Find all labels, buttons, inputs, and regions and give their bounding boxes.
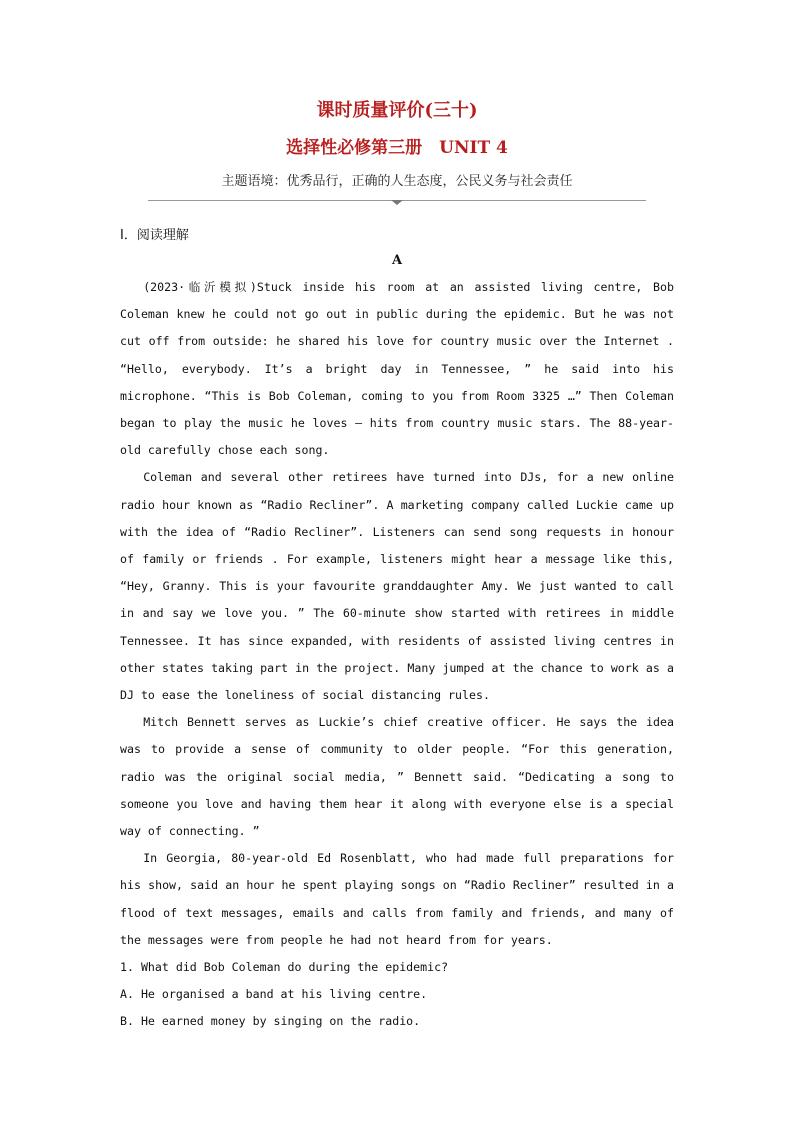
divider-triangle-icon — [391, 200, 403, 205]
answer-option-b: B. He earned money by singing on the radio. — [120, 1014, 421, 1029]
page-title: 课时质量评价(三十) — [316, 100, 478, 121]
question-stem: 1. What did Bob Coleman do during the epidemic? — [120, 960, 449, 975]
passage-paragraph: Mitch Bennett serves as Luckie’s chief creative officer. He says the idea was to provide a sense of community to older people. “For this generation, radio was the original social media, ” Bennett said. “Dedicating a song to someone you love and having them hear it along with everyone else is a special way of connecting. ” — [120, 715, 674, 839]
passage-paragraph: In Georgia, 80-year-old Ed Rosenblatt, who had made full preparations for his show, said an hour he spent playing songs on “Radio Recliner” resulted in a flood of text messages, emails and calls from family and friends, and many of the messages were from people he had not heard from for years. — [120, 851, 674, 947]
passage-letter: A — [391, 253, 403, 268]
passage-body — [120, 274, 674, 1036]
page-subtitle: 选择性必修第三册 UNIT 4 — [286, 138, 508, 158]
answer-option-a: A. He organised a band at his living centre. — [120, 987, 428, 1002]
passage-paragraph: Coleman and several other retirees have turned into DJs, for a new online radio hour known as “Radio Recliner”. A marketing company called Luckie came up with the idea of “Radio Recliner”. Listeners can send song requests in honour of family or friends . For example, listeners might hear a message like this, “Hey, Granny. This is your favourite granddaughter Amy. We just wanted to call in and say we love you. ” The 60-minute show started with retirees in middle Tennessee. It has since expanded, with residents of assisted living centres in other states taking part in the project. Many jumped at the chance to work as a DJ to ease the loneliness of social distancing rules. — [120, 470, 674, 703]
passage-paragraph: (2023·临沂模拟)Stuck inside his room at an assisted living centre, Bob Coleman knew he could not go out in public during the epidemic. But he was not cut off from outside: he shared his love for country music over the Internet . “Hello, everybody. It’s a bright day in Tennessee, ” he said into his microphone. “This is Bob Coleman, coming to you from Room 3325 …” Then Coleman began to play the music he loves — hits from country music stars. The 88-year-old carefully chose each song. — [120, 280, 674, 458]
section-heading: Ⅰ．阅读理解 — [120, 228, 189, 243]
theme-line: 主题语境：优秀品行，正确的人生态度，公民义务与社会责任 — [221, 174, 573, 189]
